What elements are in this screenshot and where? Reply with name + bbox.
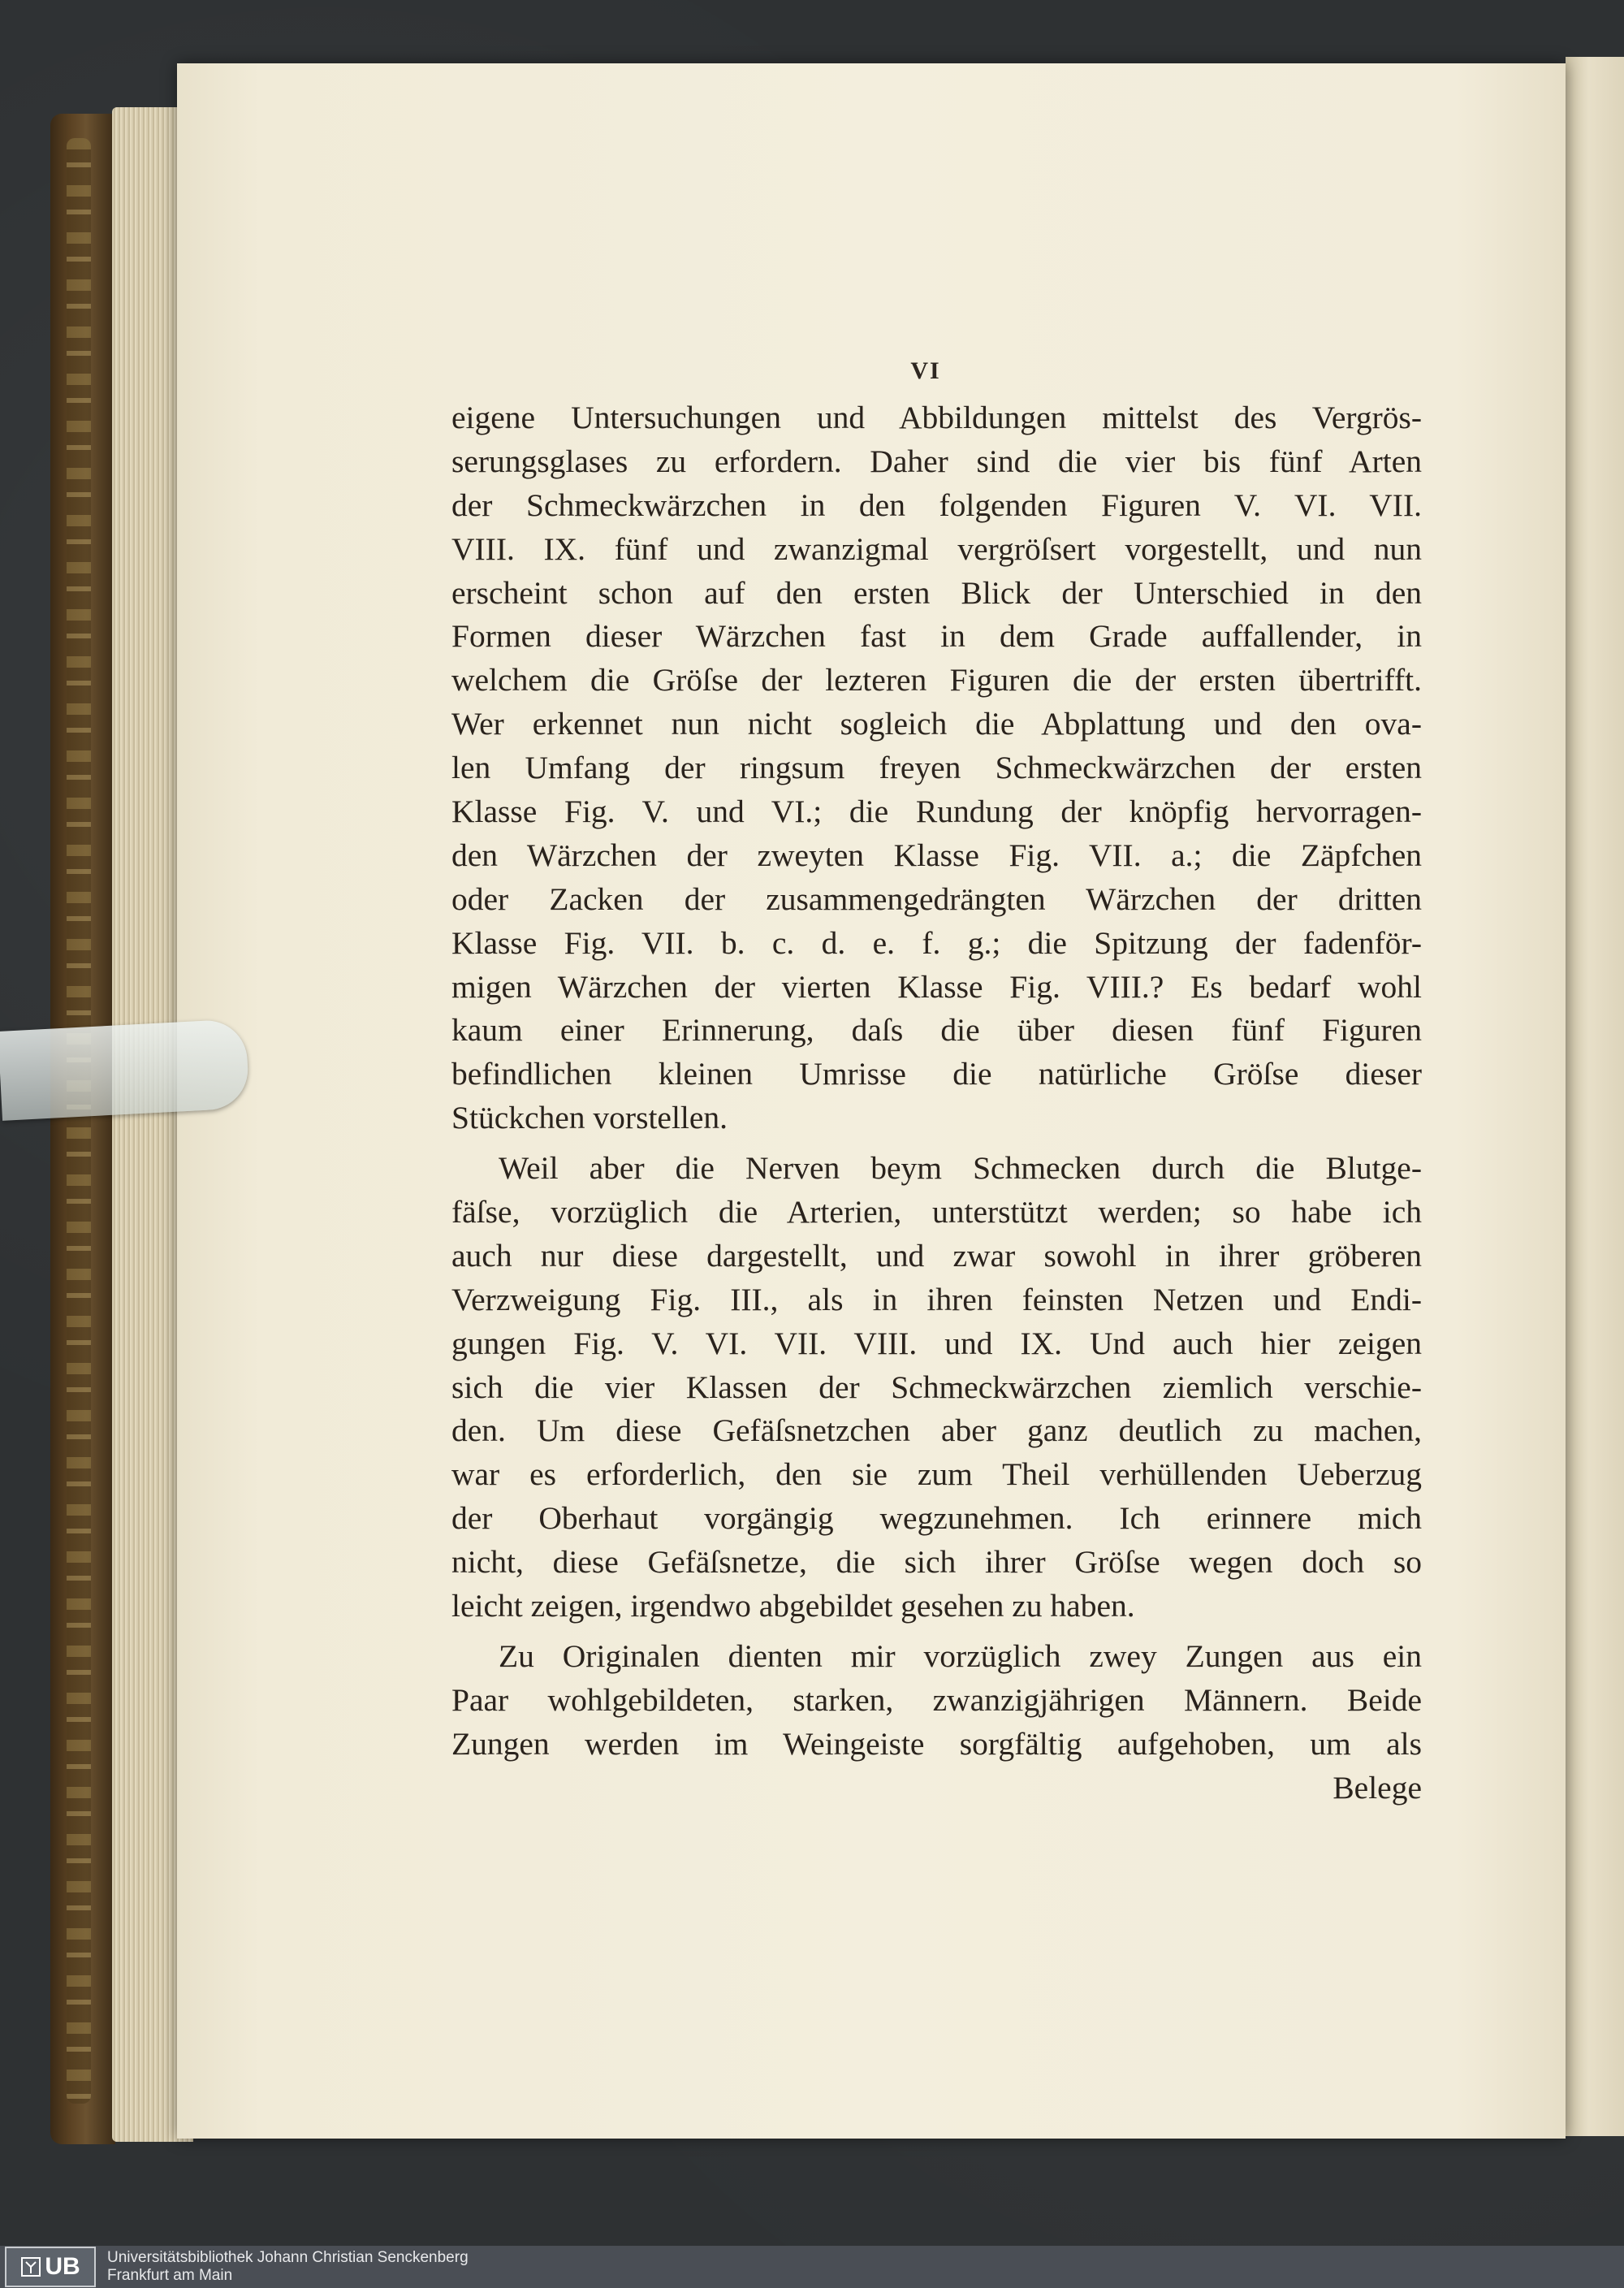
text-line: Wer erkennet nun nicht sogleich die Abplattung und den ova- xyxy=(451,706,1422,742)
ub-logo-text: UB xyxy=(45,2253,80,2280)
text-line: befindlichen kleinen Umrisse die natürliche Gröſse dieser xyxy=(451,1056,1422,1092)
text-line: den Wärzchen der zweyten Klasse Fig. VII. a.; die Zäpfchen xyxy=(451,837,1422,873)
text-line: sich die vier Klassen der Schmeckwärzchen ziemlich verschie- xyxy=(451,1369,1422,1405)
text-line: fäſse, vorzüglich die Arterien, unterstützt werden; so habe ich xyxy=(451,1194,1422,1231)
text-line: VIII. IX. fünf und zwanzigmal vergröſsert vorgestellt, und nun xyxy=(451,530,1422,567)
text-line: gungen Fig. V. VI. VII. VIII. und IX. Und auch hier zeigen xyxy=(451,1325,1422,1361)
text-line: welchem die Gröſse der lezteren Figuren die der ersten übertrifft. xyxy=(451,662,1422,699)
text-line: Formen dieser Wärzchen fast in dem Grade auffallender, in xyxy=(451,618,1422,655)
footer-institution: Universitätsbibliothek Johann Christian Senckenberg xyxy=(107,2249,469,2266)
text-line: Klasse Fig. V. und VI.; die Rundung der knöpfig hervorragen- xyxy=(451,794,1422,830)
text-line: Weil aber die Nerven beym Schmecken durch die Blutge- xyxy=(499,1150,1422,1187)
text-line: migen Wärzchen der vierten Klasse Fig. VIII.? Es bedarf wohl xyxy=(451,968,1422,1005)
text-line: oder Zacken der zusammengedrängten Wärzchen der dritten xyxy=(451,880,1422,917)
text-line: erscheint schon auf den ersten Blick der Unterschied in den xyxy=(451,574,1422,611)
footer-caption xyxy=(107,2249,469,2285)
text-line: nicht, diese Gefäſsnetze, die sich ihrer Gröſse wegen doch so xyxy=(451,1544,1422,1581)
text-line: der Oberhaut vorgängig wegzunehmen. Ich erinnere mich xyxy=(451,1500,1422,1537)
text-line: Verzweigung Fig. III., als in ihren feinsten Netzen und Endi- xyxy=(451,1281,1422,1317)
bookmark-clip xyxy=(0,1019,250,1121)
text-line: Stückchen vorstellen. xyxy=(451,1100,728,1136)
text-line: Paar wohlgebildeten, starken, zwanzigjährigen Männern. Beide xyxy=(451,1681,1422,1718)
text-line: Zungen werden im Weingeiste sorgfältig aufgehoben, um als xyxy=(451,1725,1422,1762)
catchword: Belege xyxy=(1332,1769,1422,1806)
text-line: auch nur diese dargestellt, und zwar sowohl in ihrer gröberen xyxy=(451,1237,1422,1274)
text-line: eigene Untersuchungen und Abbildungen mittelst des Vergrös- xyxy=(451,400,1422,435)
facing-page-edge xyxy=(1566,57,1624,2136)
text-line: war es erforderlich, den sie zum Theil verhüllenden Ueberzug xyxy=(451,1456,1422,1493)
spine-ornament xyxy=(67,138,91,2104)
text-line: serungsglases zu erfordern. Daher sind die vier bis fünf Arten xyxy=(451,443,1422,479)
page-body-text xyxy=(451,396,1422,1810)
text-line: der Schmeckwärzchen in den folgenden Figuren V. VI. VII. xyxy=(451,487,1422,523)
text-line: den. Um diese Gefäſsnetzchen aber ganz deutlich zu machen, xyxy=(451,1412,1422,1449)
ub-logo xyxy=(5,2247,96,2287)
text-line: leicht zeigen, irgendwo abgebildet gesehen zu haben. xyxy=(451,1588,1135,1624)
text-line: Klasse Fig. VII. b. c. d. e. f. g.; die Spitzung der fadenför- xyxy=(451,924,1422,961)
page-number: VI xyxy=(910,357,941,384)
footer-city: Frankfurt am Main xyxy=(107,2267,233,2284)
text-line: kaum einer Erinnerung, daſs die über diesen fünf Figuren xyxy=(451,1012,1422,1049)
book-icon xyxy=(20,2256,41,2278)
library-footer-bar xyxy=(0,2246,1624,2288)
text-line: len Umfang der ringsum freyen Schmeckwärzchen der ersten xyxy=(451,750,1422,786)
text-line: Zu Originalen dienten mir vorzüglich zwey Zungen aus ein xyxy=(499,1637,1422,1674)
